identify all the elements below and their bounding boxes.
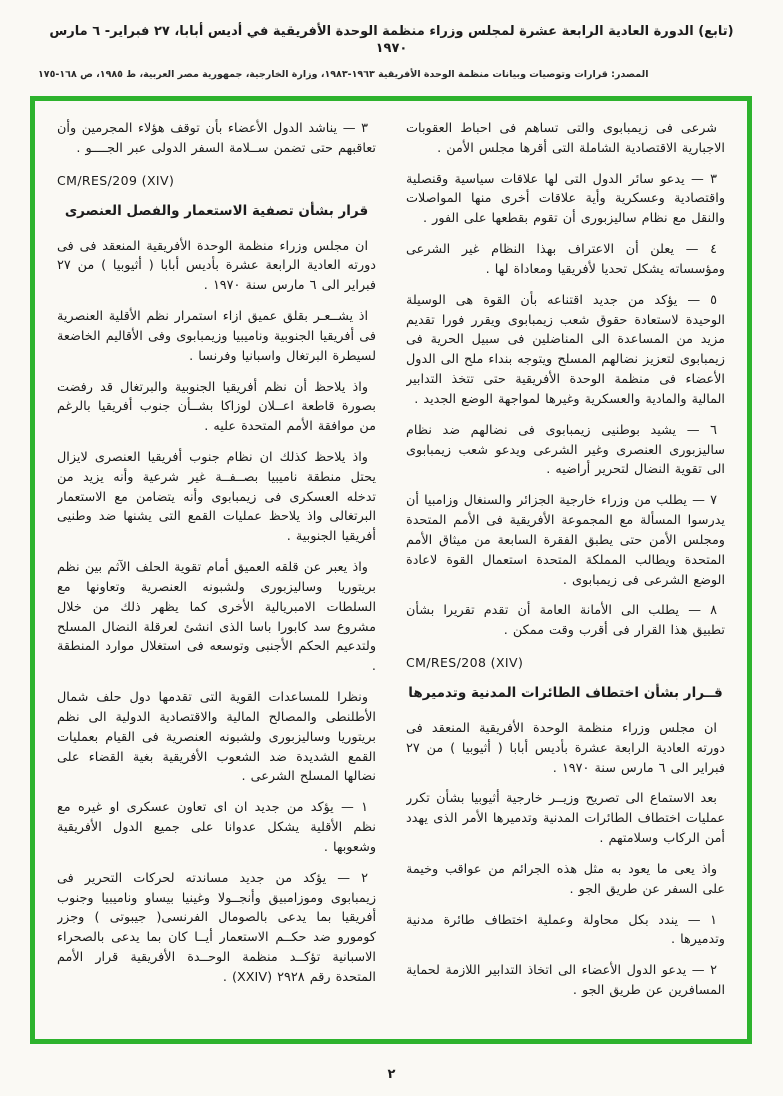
clause-2: ٢ — يدعو الدول الأعضاء الى اتخاذ التدابير اللازمة لحماية المسافرين عن طريق الجو . <box>406 963 725 999</box>
clause-1-decolonization: ١ — يؤكد من جديد ان اى تعاون عسكرى او غيره مع نظم الأقلية يشكل عدوانا على جميع الدول الأفريقية وشعوبها . <box>57 800 376 855</box>
page-number: ٢ <box>387 1067 396 1082</box>
page-header <box>38 24 745 80</box>
clause-3-hijacking: ٣ — يناشد الدول الأعضاء بأن توقف هؤلاء المجرمين وأن تعاقبهم حتى تضمن ســلامة السفر الدولى عبر الجــــو . <box>57 121 376 156</box>
preamble-council: ان مجلس وزراء منظمة الوحدة الأفريقية المنعقد فى دورته العادية الرابعة عشرة بأديس أبابا ( أثيوبيا ) من ٢٧ فبراير الى ٦ مارس سنة ١٩٧٠ . <box>406 720 725 776</box>
page-footer <box>0 1063 783 1082</box>
two-column-layout <box>57 119 725 1025</box>
clause-8: ٨ — يطلب الى الأمانة العامة أن تقدم تقريرا بشأن تطبيق هذا القرار فى أقرب وقت ممكن . <box>406 603 725 639</box>
resolution-code-cm-res-209: CM/RES/209 (XIV) <box>57 172 175 188</box>
paragraph-continuation: شرعى فى زيمبابوى والتى تساهم فى احباط العقوبات الاجبارية الاقتصادية الشاملة التى أقرها مجلس الأمن . <box>406 121 725 156</box>
preamble-deep-concern: واذ يعبر عن قلقه العميق أمام تقوية الحلف الآثم بين نظم بريتوريا وساليزبورى ولشبونه العنصرية وتعاونها مع السلطات الامبريالية الأخرى كما يظهر ذلك من خلال مشروع سد كابورا باسا الذى انشئ لعرقلة النضال المسلح ولتدعيم الحكم الأجنبى وتوسعه فى استغلال موارد المنطقة . <box>57 560 376 675</box>
resolution-title-decolonization-apartheid: قرار بشأن تصفية الاستعمار والفصل العنصرى <box>64 202 369 219</box>
clause-7: ٧ — يطلب من وزراء خارجية الجزائر والسنغال وزامبيا أن يدرسوا المسألة مع المجموعة الأفريقية فى الأمم المتحدة ومجلس الأمن حتى يطبق الفقرة السابعة من ميثاق الأمم المتحدة ويطالب المملكة المتحدة استعمال القوة لاعادة الوضع الشرعى فى زيمبابوى . <box>406 493 725 588</box>
clause-6: ٦ — يشيد بوطنيى زيمبابوى فى نضالهم ضد نظام ساليزبورى العنصرى وغير الشرعى ويدعو شعب زيمبابوى الى تقوية النضال لتحرير أراضيه . <box>406 422 725 478</box>
resolution-code-cm-res-208: CM/RES/208 (XIV) <box>406 655 524 671</box>
clause-3: ٣ — يدعو سائر الدول التى لها علاقات سياسية وقنصلية واقتصادية وعسكرية وأية علاقات أخرى منها المواصلات والنقل مع نظام ساليزبورى أن تقوم بقطعها على الفور . <box>406 171 725 227</box>
column-right <box>406 119 725 1025</box>
preamble-considering: ونظرا للمساعدات القوية التى تقدمها دول حلف شمال الأطلنطى والمصالح المالية والاقتصادية الدولية الى نظم بريتوريا وساليزبورى ولشبونه العنصرية فى القيام بعمليات القمع الشديدة ضد الشعوب الأفريقية بغية القضاء على نضالها المسلح الشرعى . <box>57 690 376 785</box>
document-title: (تابع) الدورة العادية الرابعة عشرة لمجلس وزراء منظمة الوحدة الأفريقية في أديس أبابا، ٢٧ فبراير- ٦ مارس ١٩٧٠ <box>49 24 734 56</box>
preamble-awareness: واذ يعى ما يعود به مثل هذه الجرائم من عواقب وخيمة على السفر عن طريق الجو . <box>406 861 725 897</box>
preamble-noting: واذ يلاحظ أن نظم أفريقيا الجنوبية والبرتغال قد رفضت بصورة قاطعة اعــلان لوزاكا بشــأن جنوب أفريقيا بالرغم من موافقة الأمم المتحدة عليه . <box>57 379 376 435</box>
resolution-title-aircraft-hijacking: قــرار بشأن اختطاف الطائرات المدنية وتدميرها <box>408 685 723 702</box>
preamble-council: ان مجلس وزراء منظمة الوحدة الأفريقية المنعقد فى فى دورته العادية الرابعة عشرة بأديس أبابا ( أثيوبيا ) من ٢٧ فبراير الى ٦ مارس سنة ١٩٧٠ . <box>57 238 376 294</box>
content-frame <box>30 96 752 1044</box>
preamble-statement: بعد الاستماع الى تصريح وزيــر خارجية أثيوبيا بشأن تكرر عمليات اختطاف الطائرات المدنية وتدميرها الأمر الذى يهدد أمن الركاب وسلامتهم . <box>406 791 725 847</box>
clause-4: ٤ — يعلن أن الاعتراف بهذا النظام غير الشرعى ومؤسساته يشكل تحديا لأفريقيا ومعاداة لها . <box>406 242 725 277</box>
preamble-concern: اذ يشــعـر بقلق عميق ازاء استمرار نظم الأقلية العنصرية فى أفريقيا الجنوبية وناميبيا وزيمبابوى وفى الأقاليم الخاضعة لسيطرة البرتغال واسبانيا وفرنسا . <box>57 309 376 364</box>
clause-5: ٥ — يؤكد من جديد اقتناعه بأن القوة هى الوسيلة الوحيدة لاستعادة حقوق شعب زيمبابوى ويقرر فورا تقديم مزيد من المساعدة الى المناضلين فى سبيل الحرية فى زيمبابوى لتعزيز نضالهم المسلح ويتوجه بنداء ملح الى الدول الأعضاء فى منظمة الوحدة الأفريقية حتى تتخذ التدابير المالية والمادية والعسكرية وغيرها لمواجهة الوضع الجديد . <box>406 292 725 407</box>
clause-1: ١ — يندد بكل محاولة وعملية اختطاف طائرة مدنية وتدميرها . <box>406 912 725 948</box>
document-source: المصدر: قرارات وتوصيات وبيانات منظمة الوحدة الأفريقية ١٩٦٣-١٩٨٣، وزارة الخارجية، جمهورية مصر العربية، ط ١٩٨٥، ص ١٦٨-١٧٥ <box>38 68 649 80</box>
preamble-noting-further: واذ يلاحظ كذلك ان نظام جنوب أفريقيا العنصرى لايزال يحتل منطقة ناميبيا بصــفــة غير شرعية وأنه يزيد من تدخله العسكرى فى زيمبابوى وأنه يتضامن مع الاستعمار البرتغالى واذ يلاحظ عمليات القمع التى يشنها ضد وطنيى أفريقيا الجنوبية . <box>57 450 376 545</box>
column-left <box>57 119 376 1025</box>
clause-2-decolonization: ٢ — يؤكد من جديد مساندته لحركات التحرير فى زيمبابوى وموزامبيق وأنجــولا وغينيا بيساو وناميبيا وجنوب أفريقيا بما يدعى بالصومال الفرنسى( جيبوتى ) وجزر كومورو ضد حكــم الاستعمار أيــا كان بما يدعى بالصحراء الاسبانية تؤكــد منظمة الوحــدة الأفريقية قرار الأمم المتحدة رقم ٢٩٢٨ (XXIV) . <box>57 870 376 985</box>
